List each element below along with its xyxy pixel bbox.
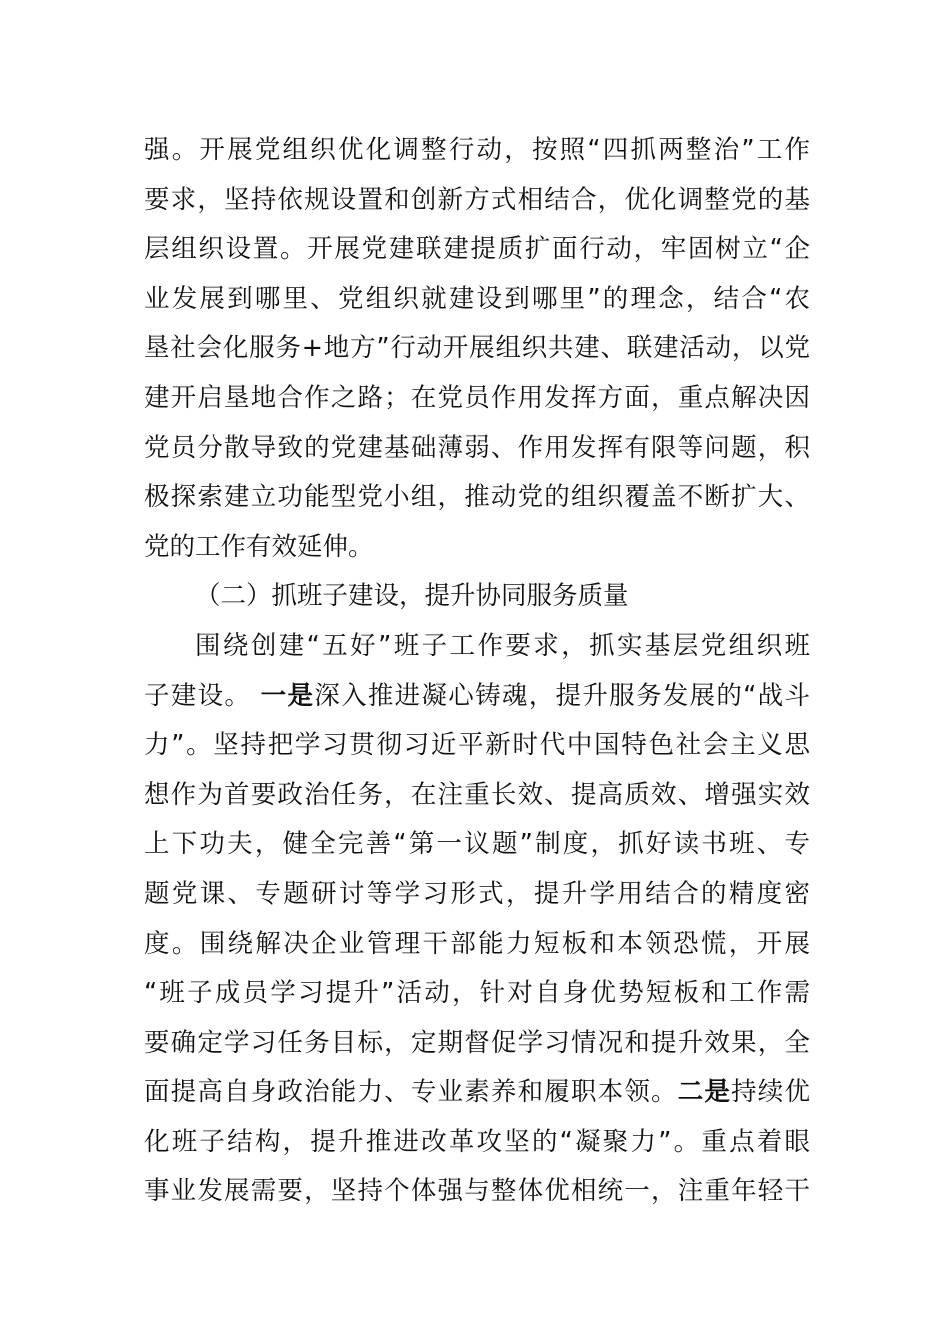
text-line: 题党课、专题研讨等学习形式，提升学用结合的精度密: [144, 878, 810, 909]
bold-marker: 二是: [677, 1077, 732, 1108]
text-run: 子建设。: [144, 680, 261, 711]
document-body: [144, 126, 810, 1217]
text-line: 层组织设置。开展党建联建提质扩面行动，牢固树立“企: [144, 234, 810, 265]
text-line: 建开启垦地合作之路；在党员作用发挥方面，重点解决因: [144, 382, 810, 413]
text-line: [144, 1068, 810, 1118]
text-line: 要确定学习任务目标，定期督促学习情况和提升效果，全: [144, 1027, 810, 1058]
text-run: 持续优: [731, 1077, 810, 1108]
text-line: 要求，坚持依规设置和创新方式相结合，优化调整党的基: [144, 184, 810, 215]
bold-marker: 一是: [260, 680, 315, 711]
text-line: 极探索建立功能型党小组，推动党的组织覆盖不断扩大、: [144, 482, 810, 513]
text-line: 强。开展党组织优化调整行动，按照“四抓两整治”工作: [144, 135, 810, 165]
text-line: 力”。坚持把学习贯彻习近平新时代中国特色社会主义思: [144, 730, 810, 761]
text-line: 垦社会化服务+地方”行动开展组织共建、联建活动，以党: [144, 333, 810, 364]
text-line: 围绕创建“五好”班子工作要求，抓实基层党组织班: [195, 630, 810, 661]
text-line: “班子成员学习提升”活动，针对自身优势短板和工作需: [144, 978, 810, 1009]
text-run: 面提高自身政治能力、专业素养和履职本领。: [144, 1077, 678, 1108]
text-line: 想作为首要政治任务，在注重长效、提高质效、增强实效: [144, 779, 810, 810]
text-line: 度。围绕解决企业管理干部能力短板和本领恐慌，开展: [144, 928, 810, 959]
text-line: 事业发展需要，坚持个体强与整体优相统一，注重年轻干: [144, 1176, 810, 1207]
text-run: 深入推进凝心铸魂，提升服务发展的“战斗: [314, 680, 810, 711]
text-line: 业发展到哪里、党组织就建设到哪里”的理念，结合“农: [144, 283, 810, 314]
text-line: 化班子结构，提升推进改革攻坚的“凝聚力”。重点着眼: [144, 1126, 810, 1157]
text-line: 上下功夫，健全完善“第一议题”制度，抓好读书班、专: [144, 829, 810, 860]
text-line: [144, 672, 810, 722]
text-line: 党的工作有效延伸。: [144, 531, 374, 562]
text-line: 党员分散导致的党建基础薄弱、作用发挥有限等问题，积: [144, 432, 810, 463]
section-heading: （二）抓班子建设，提升协同服务质量: [195, 581, 629, 612]
